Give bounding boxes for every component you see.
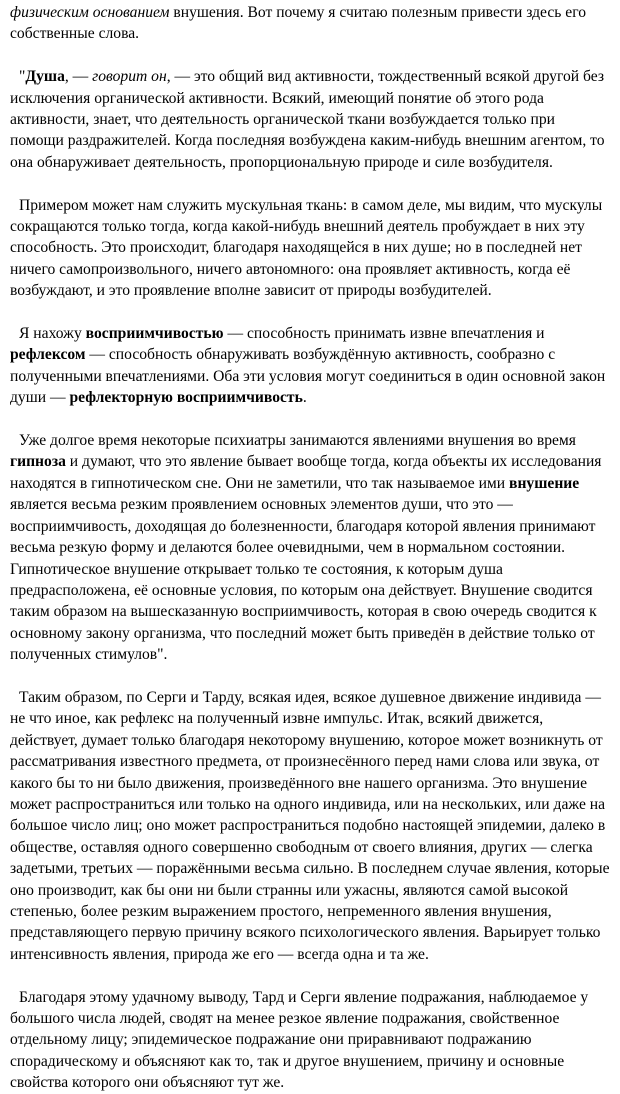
text-run: . bbox=[302, 389, 307, 407]
emphasis-text: говорит он bbox=[92, 68, 167, 86]
paragraph-imitation bbox=[10, 987, 610, 1094]
text-run: , — bbox=[64, 68, 93, 86]
text-run: Я нахожу bbox=[19, 325, 86, 343]
text-run: является весьма резким проявлением основных элементов души, что это — восприимчивость, доходящая до болезненности, благодаря которой явления принимают весьма резкую форму и делаются более очевидными, чем в нормальном состоянии. Гипнотическое внушение открывает только те состояния, к которым душа предрасположена, её основные условия, по которым она действует. Внушение сводится таким образом на вышесказанную восприимчивость, которая в свою очередь сводится к основному закону организма, что последний может быть приведён в действие только от полученных стимулов". bbox=[10, 496, 597, 664]
text-run: внушения. Вот почему я считаю полезным привести здесь его собственные слова. bbox=[10, 4, 587, 43]
paragraph-hypnosis bbox=[10, 430, 610, 665]
bold-term: внушение bbox=[509, 474, 580, 492]
emphasis-text: физическим основанием bbox=[10, 4, 170, 21]
bold-term: Душа bbox=[25, 68, 65, 86]
text-run: Таким образом, по Серги и Тарду, всякая идея, всякое душевное движение индивида — не что иное, как рефлекс на полученный извне импульс. Итак, всякий движется, действует, думает только благодаря некоторому внушению, которое может возникнуть от рассматривания известного предмета, от произнесённого перед нами слова или звука, от какого бы то ни было движения, произведённого вне нашего организма. Это внушение может распространиться или только на одного индивида, или на нескольких, или даже на большое число лиц; оно может распространиться подобно настоящей эпидемии, далеко в обществе, оставляя одного совершенно свободным от своего влияния, других — слегка задетыми, третьих — поражёнными весьма сильно. В последнем случае явления, которые оно производит, как бы они ни были странны или ужасны, являются самой высокой степенью, более резким выражением простого, непременного явления внушения, представляющего первую причину всякого психологического явления. Варьирует только интенсивность явления, природа же его — всегда одна и та же. bbox=[10, 688, 610, 963]
text-run: , — это общий вид активности, тождественный всякой другой без исключения органической активности. Всякий, имеющий понятие об этого рода активности, знает, что деятельность органической ткани возбуждается только при помощи раздражителей. Когда последняя возбуждена каким-нибудь внешним агентом, то она обнаруживает деятельность, пропорциональную природе и силе возбудителя. bbox=[10, 68, 605, 171]
text-run: и думают, что это явление бывает вообще тогда, когда объекты их исследования находятся в гипнотическом сне. Они не заметили, что так называемое ими bbox=[10, 453, 602, 492]
paragraph-suggestion-theory bbox=[10, 687, 610, 965]
bold-term: гипноза bbox=[10, 453, 66, 471]
paragraph-soul-quote bbox=[10, 66, 610, 173]
text-run: Уже долгое время некоторые психиатры занимаются явлениями внушения во время bbox=[19, 432, 576, 450]
bold-term: восприимчивостью bbox=[85, 325, 224, 343]
text-run: Примером может нам служить мускульная ткань: в самом деле, мы видим, что мускулы сокращаются только тогда, когда какой-нибудь внешний деятель пробуждает в них эту способность. Это происходит, благодаря находящейся в них душе; но в последней нет ничего самопроизвольного, ничего автономного: она проявляет активность, когда её возбуждают, и это проявление вполне зависит от природы возбудителей. bbox=[10, 196, 603, 300]
text-run: — способность принимать извне впечатления и bbox=[223, 325, 545, 343]
paragraph-receptivity bbox=[10, 323, 610, 409]
paragraph-intro bbox=[10, 2, 610, 45]
text-run: " bbox=[19, 68, 26, 86]
text-run: — способность обнаруживать возбуждённую активность, сообразно с полученными впечатлениями. Оба эти условия могут соединиться в один основной закон души — bbox=[10, 346, 606, 407]
bold-term: рефлекторную восприимчивость bbox=[69, 389, 303, 407]
text-run: Благодаря этому удачному выводу, Тард и Серги явление подражания, наблюдаемое у большого числа людей, сводят на менее резкое явление подражания, свойственное отдельному лицу; эпидемическое подражание они приравнивают подражанию спорадическому и объясняют как то, так и другое внушением, причину и основные свойства которого они объясняют тут же. bbox=[10, 988, 589, 1092]
bold-term: рефлексом bbox=[10, 346, 86, 364]
paragraph-muscle-tissue bbox=[10, 195, 610, 302]
